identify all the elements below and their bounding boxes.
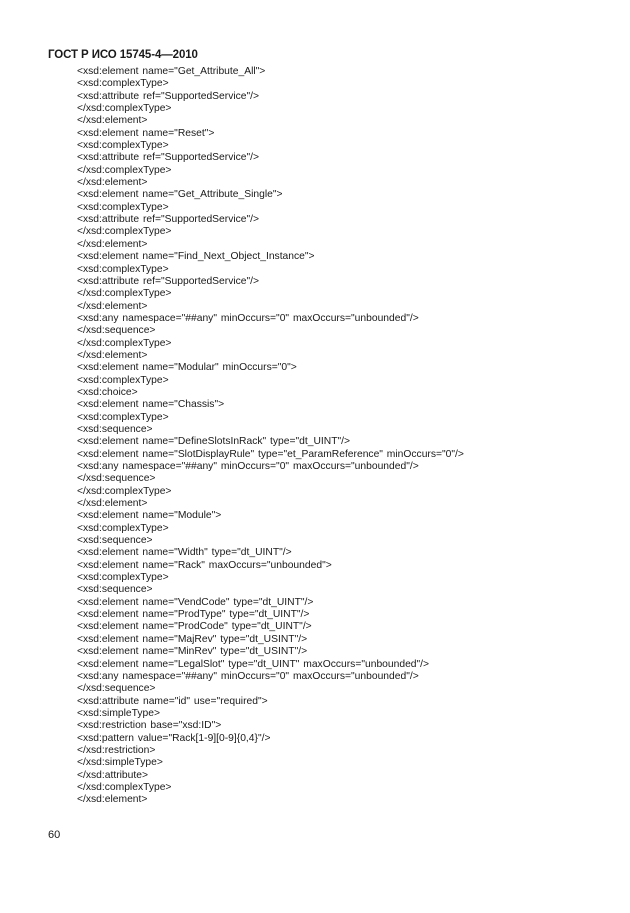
code-line: <xsd:restriction base="xsd:ID"> xyxy=(77,720,222,732)
code-line: <xsd:complexType> xyxy=(77,263,169,275)
code-line: </xsd:complexType> xyxy=(77,781,172,793)
code-line: </xsd:sequence> xyxy=(77,325,156,337)
code-line: </xsd:complexType> xyxy=(77,337,172,349)
code-line: <xsd:attribute ref="SupportedService"/> xyxy=(77,275,260,287)
code-line: <xsd:any namespace="##any" minOccurs="0" maxOccurs="unbounded"/> xyxy=(77,670,419,682)
code-line: <xsd:element name="Module"> xyxy=(77,510,222,522)
code-line: <xsd:any namespace="##any" minOccurs="0" maxOccurs="unbounded"/> xyxy=(77,312,419,324)
code-line: <xsd:element name="Find_Next_Object_Instance"> xyxy=(77,251,315,263)
code-line: <xsd:element name="LegalSlot" type="dt_UINT" maxOccurs="unbounded"/> xyxy=(77,658,430,670)
code-line: <xsd:complexType> xyxy=(77,572,169,584)
code-line: <xsd:element name="Modular" minOccurs="0"> xyxy=(77,362,297,374)
code-line: </xsd:element> xyxy=(77,498,148,510)
code-line: <xsd:complexType> xyxy=(77,411,169,423)
code-line: </xsd:sequence> xyxy=(77,683,156,695)
code-line: <xsd:element name="MajRev" type="dt_USINT"/> xyxy=(77,633,308,645)
code-line: </xsd:element> xyxy=(77,115,148,127)
document-header: ГОСТ Р ИСО 15745-4—2010 xyxy=(48,49,198,61)
code-line: <xsd:sequence> xyxy=(77,584,153,596)
code-line: <xsd:complexType> xyxy=(77,374,169,386)
code-line: </xsd:element> xyxy=(77,177,148,189)
page-number: 60 xyxy=(48,829,61,841)
code-line: </xsd:attribute> xyxy=(77,769,148,781)
code-line: </xsd:complexType> xyxy=(77,103,172,115)
code-line: </xsd:simpleType> xyxy=(77,757,163,769)
code-line: <xsd:simpleType> xyxy=(77,707,160,719)
code-line: <xsd:element name="Chassis"> xyxy=(77,399,225,411)
code-line: <xsd:complexType> xyxy=(77,140,169,152)
code-line: <xsd:complexType> xyxy=(77,78,169,90)
code-line: <xsd:element name="Rack" maxOccurs="unbounded"> xyxy=(77,559,332,571)
code-line: </xsd:element> xyxy=(77,238,148,250)
code-line: </xsd:sequence> xyxy=(77,473,156,485)
code-line: <xsd:attribute ref="SupportedService"/> xyxy=(77,214,260,226)
code-line: <xsd:any namespace="##any" minOccurs="0" maxOccurs="unbounded"/> xyxy=(77,461,419,472)
code-line: </xsd:complexType> xyxy=(77,226,172,238)
code-line: <xsd:attribute ref="SupportedService"/> xyxy=(77,90,260,102)
code-line: </xsd:complexType> xyxy=(77,485,172,497)
code-line: <xsd:attribute ref="SupportedService"/> xyxy=(77,152,260,164)
code-line: <xsd:element name="DefineSlotsInRack" type="dt_UINT"/> xyxy=(77,436,351,448)
code-line: </xsd:element> xyxy=(77,300,148,312)
code-line: </xsd:element> xyxy=(77,349,148,361)
code-line: <xsd:attribute name="id" use="required"> xyxy=(77,695,268,707)
code-line: <xsd:element name="Reset"> xyxy=(77,127,215,139)
xsd-code-listing xyxy=(77,66,464,807)
code-line: <xsd:element name="MinRev" type="dt_USINT"/> xyxy=(77,646,308,658)
code-line: <xsd:pattern value="Rack[1-9][0-9]{0,4}"/> xyxy=(77,732,271,744)
code-line: <xsd:element name="ProdType" type="dt_UINT"/> xyxy=(77,609,310,621)
code-line: </xsd:complexType> xyxy=(77,288,172,300)
code-line: <xsd:complexType> xyxy=(77,201,169,213)
code-line: <xsd:element name="Get_Attribute_All"> xyxy=(77,66,266,77)
code-line: <xsd:choice> xyxy=(77,386,138,398)
code-line: <xsd:element name="SlotDisplayRule" type="et_ParamReference" minOccurs="0"/> xyxy=(77,448,464,460)
code-line: <xsd:element name="ProdCode" type="dt_UINT"/> xyxy=(77,621,312,633)
code-line: <xsd:element name="Get_Attribute_Single"> xyxy=(77,189,283,201)
code-line: <xsd:sequence> xyxy=(77,535,153,547)
code-line: </xsd:restriction> xyxy=(77,744,156,756)
code-line: <xsd:element name="VendCode" type="dt_UINT"/> xyxy=(77,596,314,608)
code-line: <xsd:complexType> xyxy=(77,522,169,534)
code-line: <xsd:sequence> xyxy=(77,423,153,435)
code-line: <xsd:element name="Width" type="dt_UINT"/> xyxy=(77,547,292,559)
code-line: </xsd:element> xyxy=(77,794,148,806)
code-line: </xsd:complexType> xyxy=(77,164,172,176)
